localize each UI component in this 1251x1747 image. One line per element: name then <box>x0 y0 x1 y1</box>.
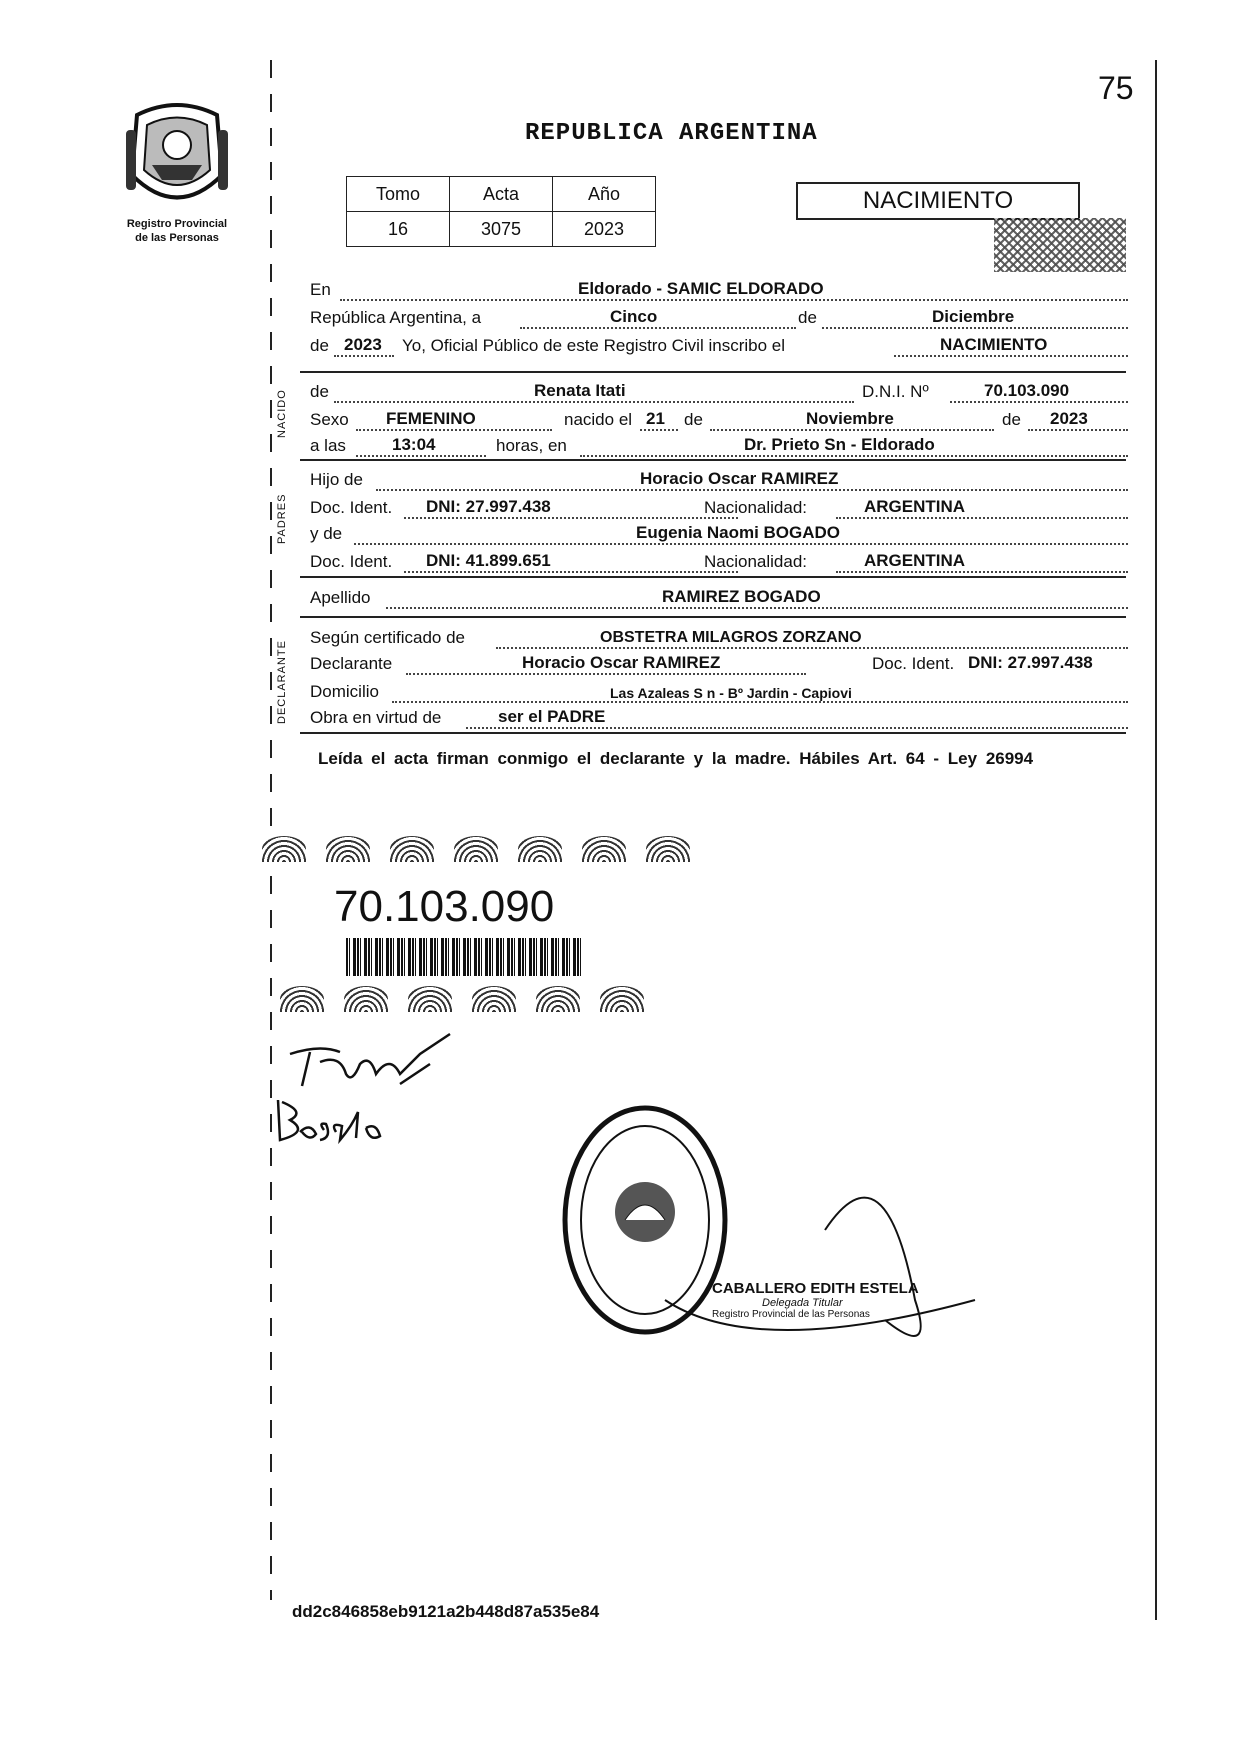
row-nombre <box>310 380 1128 406</box>
label-obra: Obra en virtud de <box>310 708 442 727</box>
label-yo: Yo, Oficial Público de este Registro Civil inscribo el <box>402 336 785 355</box>
value-apellido: RAMIREZ BOGADO <box>662 587 821 606</box>
value-nac-anio: 2023 <box>1050 409 1088 428</box>
security-pattern <box>994 218 1126 272</box>
row-padre-doc <box>310 496 1128 522</box>
record-table <box>346 176 656 247</box>
value-padre-dni: DNI: 27.997.438 <box>426 497 551 516</box>
value-sexo: FEMENINO <box>386 409 476 428</box>
document-title: REPUBLICA ARGENTINA <box>525 120 818 147</box>
value-lugar-nac: Dr. Prieto Sn - Eldorado <box>744 435 935 454</box>
value-declarante-dni: DNI: 27.997.438 <box>968 653 1093 672</box>
value-mes: Diciembre <box>932 307 1015 326</box>
father-signature <box>280 1024 470 1094</box>
label-dni: D.N.I. Nº <box>862 382 929 401</box>
value-declarante: Horacio Oscar RAMIREZ <box>522 653 721 672</box>
label-nacionalidad-2: Nacionalidad: <box>704 552 808 571</box>
mother-signature <box>270 1092 400 1152</box>
label-a-las: a las <box>310 436 346 455</box>
label-horas-en: horas, en <box>496 436 567 455</box>
value-madre-nac: ARGENTINA <box>864 551 966 570</box>
row-certificado <box>310 626 1128 652</box>
barcode <box>346 938 582 976</box>
page-number: 75 <box>1098 70 1134 106</box>
official-stamp <box>712 1280 972 1320</box>
document-hash: dd2c846858eb9121a2b448d87a535e84 <box>292 1602 600 1621</box>
row-madre <box>310 522 1128 548</box>
section-label-padres: PADRES <box>276 493 288 544</box>
label-republica: República Argentina, a <box>310 308 482 327</box>
label-nacionalidad-1: Nacionalidad: <box>704 498 808 517</box>
table-header-tomo: Tomo <box>347 177 450 212</box>
label-nacido-el: nacido el <box>564 410 633 429</box>
value-padre-nac: ARGENTINA <box>864 497 966 516</box>
value-lugar: Eldorado - SAMIC ELDORADO <box>578 279 824 298</box>
label-de-mes: de <box>684 410 703 429</box>
row-inscripcion <box>310 334 1128 360</box>
label-en: En <box>310 280 331 299</box>
label-domicilio: Domicilio <box>310 682 379 701</box>
label-de-anio: de <box>1002 410 1021 429</box>
label-doc-ident-2: Doc. Ident. <box>310 552 393 571</box>
row-obra <box>310 706 1128 732</box>
label-declarante: Declarante <box>310 654 393 673</box>
barcode-sticker <box>262 822 702 1014</box>
stamp-office: Registro Provincial de las Personas <box>712 1309 870 1320</box>
table-header-anio: Año <box>553 177 656 212</box>
table-header-acta: Acta <box>450 177 553 212</box>
value-anio: 2023 <box>344 335 382 354</box>
barcode-number: 70.103.090 <box>334 882 555 931</box>
value-dia: Cinco <box>610 307 658 326</box>
label-doc-ident-1: Doc. Ident. <box>310 498 393 517</box>
stamp-name: CABALLERO EDITH ESTELA <box>712 1280 919 1297</box>
closing-text: Leída el acta firman conmigo el declarante y la madre. Hábiles Art. 64 - Ley 26994 <box>318 749 1034 768</box>
registry-name-line1: Registro Provincial <box>126 218 228 230</box>
provincial-seal-icon <box>112 100 242 220</box>
row-hora <box>310 434 1128 460</box>
value-domicilio: Las Azaleas S n - Bº Jardin - Capiovi <box>610 685 852 701</box>
value-nombre: Renata Itati <box>534 381 626 400</box>
value-tipo: NACIMIENTO <box>940 335 1048 354</box>
table-value-acta: 3075 <box>450 212 553 247</box>
section-label-nacido: NACIDO <box>276 389 288 438</box>
value-obra: ser el PADRE <box>498 707 606 726</box>
section-rule <box>300 371 1126 373</box>
section-label-declarante: DECLARANTE <box>276 640 288 724</box>
value-madre: Eugenia Naomi BOGADO <box>636 523 841 542</box>
record-type: NACIMIENTO <box>862 187 1014 214</box>
record-type-box <box>796 182 1080 220</box>
section-rule <box>300 732 1126 734</box>
table-value-tomo: 16 <box>347 212 450 247</box>
row-padre <box>310 468 1128 494</box>
label-de2: de <box>310 336 329 355</box>
section-rule <box>300 576 1126 578</box>
registry-name-line2: de las Personas <box>135 232 219 244</box>
registry-logo <box>112 100 242 250</box>
value-dni: 70.103.090 <box>984 381 1070 400</box>
row-apellido <box>310 586 1128 612</box>
table-value-anio: 2023 <box>553 212 656 247</box>
value-certificado: OBSTETRA MILAGROS ZORZANO <box>600 629 862 646</box>
label-hijo-de: Hijo de <box>310 470 363 489</box>
value-nac-dia: 21 <box>646 409 665 428</box>
label-de-nacido: de <box>310 382 329 401</box>
value-madre-dni: DNI: 41.899.651 <box>426 551 551 570</box>
label-segun: Según certificado de <box>310 628 465 647</box>
section-rule <box>300 616 1126 618</box>
row-fecha <box>310 306 1128 332</box>
label-sexo: Sexo <box>310 410 349 429</box>
label-de: de <box>798 308 817 327</box>
label-y-de: y de <box>310 524 343 543</box>
row-domicilio <box>310 680 1128 706</box>
stamp-title: Delegada Titular <box>762 1297 843 1309</box>
row-sexo <box>310 408 1128 434</box>
row-madre-doc <box>310 550 1128 576</box>
value-padre: Horacio Oscar RAMIREZ <box>640 469 839 488</box>
row-declarante <box>310 652 1128 678</box>
value-nac-mes: Noviembre <box>806 409 894 428</box>
label-doc-ident-3: Doc. Ident. <box>872 654 955 673</box>
row-lugar <box>310 278 1128 304</box>
value-hora: 13:04 <box>392 435 436 454</box>
right-margin-line <box>1155 60 1157 1620</box>
label-apellido: Apellido <box>310 588 371 607</box>
